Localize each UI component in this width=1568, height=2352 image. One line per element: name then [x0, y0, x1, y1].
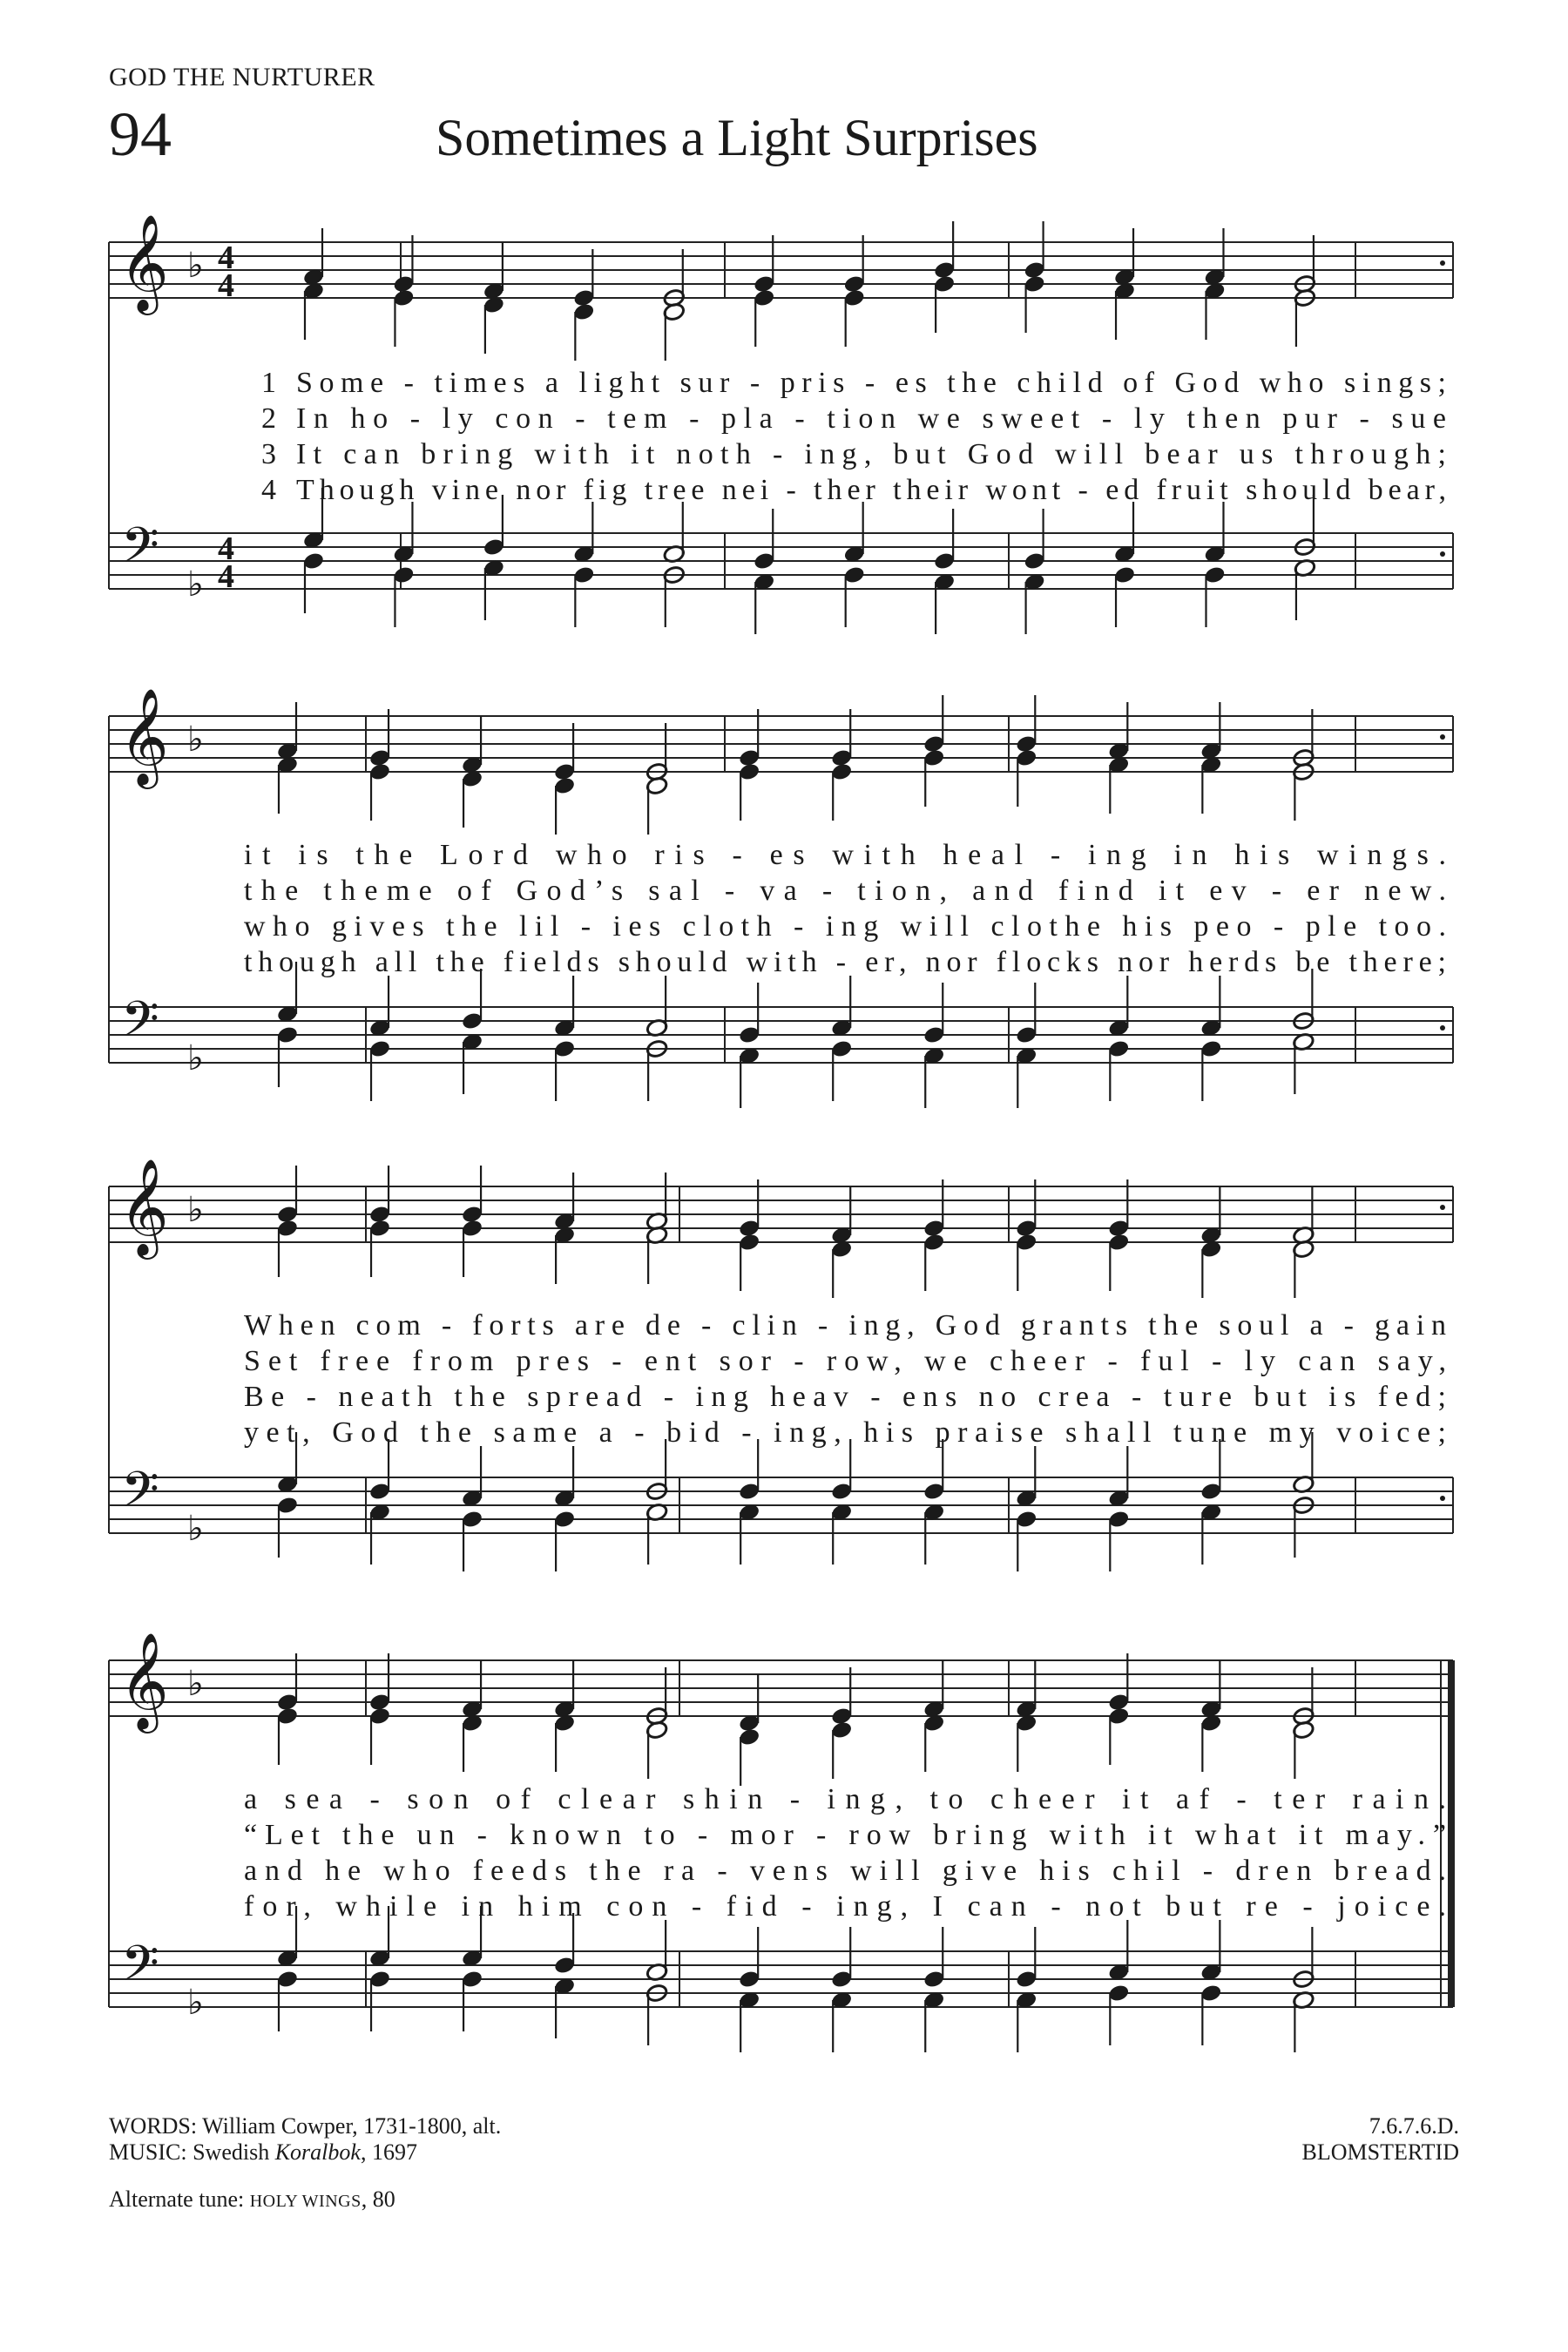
dot-icon: [1440, 551, 1445, 557]
treble-time-signature-top: 4: [218, 240, 234, 276]
lyric-line: Be - neath the spread - ing heav - ens no crea - ture but is fed;: [244, 1381, 1446, 1413]
lyric-line: it is the Lord who ris - es with heal - ing in his wings.: [244, 839, 1447, 871]
words-label: WORDS:: [109, 2113, 198, 2139]
flat-icon: ♭: [187, 1190, 204, 1230]
lyric-line: the theme of God’s sal - va - tion, and find it ev - er new.: [244, 875, 1446, 907]
system-1: [109, 213, 1453, 634]
alternate-tune-number: , 80: [361, 2186, 395, 2212]
lyric-line: who gives the lil - ies cloth - ing will clothe his peo - ple too.: [244, 910, 1447, 943]
bass-clef-icon: 𝄢: [121, 517, 159, 586]
bass-clef-icon: 𝄢: [121, 1936, 159, 2004]
bass-time-signature-top: 4: [218, 531, 234, 567]
lyric-line: “Let the un - known to - mor - row bring with it what it may.”: [244, 1819, 1446, 1851]
system-2: [109, 687, 1453, 1108]
flat-icon: ♭: [187, 1038, 204, 1078]
flat-icon: ♭: [187, 246, 204, 286]
section-heading: GOD THE NURTURER: [109, 63, 375, 91]
system-4: [109, 1632, 1453, 2052]
flat-icon: ♭: [187, 1664, 204, 1704]
words-credit: [109, 2113, 501, 2139]
music-credit: [109, 2139, 417, 2166]
lyric-line: yet, God the same a - bid - ing, his praise shall tune my voice;: [244, 1416, 1446, 1449]
treble-clef-icon: 𝄞: [119, 687, 169, 785]
lyric-line: It can bring with it noth - ing, but God will bear us through;: [296, 438, 1447, 470]
verse-number: 1: [261, 367, 276, 399]
music-source-a: Swedish: [193, 2139, 275, 2165]
treble-clef-icon: 𝄞: [119, 1158, 169, 1255]
verse-number: 4: [261, 474, 276, 506]
alternate-tune: [109, 2186, 395, 2213]
music-label: MUSIC:: [109, 2139, 187, 2165]
treble-clef-icon: 𝄞: [119, 1632, 169, 1729]
dot-icon: [1440, 734, 1445, 740]
verse-number: 2: [261, 402, 276, 435]
lyric-line: for, while in him con - fid - ing, I can - not but re - joice.: [244, 1890, 1446, 1923]
dot-icon: [1440, 260, 1445, 266]
hymn-title: Sometimes a Light Surprises: [436, 109, 1038, 166]
lyric-line: Some - times a light sur - pris - es the child of God who sings;: [296, 367, 1446, 399]
words-author: William Cowper, 1731-1800, alt.: [202, 2113, 502, 2139]
music-source-year: , 1697: [360, 2139, 417, 2165]
alternate-label: Alternate tune:: [109, 2186, 250, 2212]
lyric-line: In ho - ly con - tem - pla - tion we sweet - ly then pur - sue: [296, 402, 1446, 435]
alternate-tune-name: HOLY WINGS: [249, 2192, 362, 2211]
hymn-number: 94: [109, 99, 172, 169]
flat-icon: ♭: [187, 1509, 204, 1549]
treble-time-signature-bottom: 4: [218, 267, 234, 304]
lyric-line: and he who feeds the ra - vens will give his chil - dren bread.: [244, 1855, 1446, 1887]
dot-icon: [1440, 1496, 1445, 1501]
dot-icon: [1440, 1025, 1445, 1031]
bass-clef-icon: 𝄢: [121, 1462, 159, 1531]
verse-number: 3: [261, 438, 276, 470]
dot-icon: [1440, 1205, 1445, 1210]
bass-clef-icon: 𝄢: [121, 991, 159, 1060]
flat-icon: ♭: [187, 1983, 204, 2023]
lyric-line: Set free from pres - ent sor - row, we cheer - ful - ly can say,: [244, 1345, 1446, 1377]
lyric-line: a sea - son of clear shin - ing, to cheer it af - ter rain.: [244, 1783, 1446, 1815]
flat-icon: ♭: [187, 720, 204, 760]
bass-time-signature-bottom: 4: [218, 558, 234, 595]
tune-name: BLOMSTERTID: [1301, 2139, 1459, 2165]
meter: 7.6.7.6.D.: [1369, 2113, 1459, 2139]
music-source-title: Koralbok: [274, 2139, 361, 2165]
treble-clef-icon: 𝄞: [119, 213, 169, 311]
lyric-line: though all the fields should with - er, nor flocks nor herds be there;: [244, 946, 1446, 978]
lyric-line: When com - forts are de - clin - ing, God grants the soul a - gain: [244, 1309, 1446, 1342]
system-3: [109, 1158, 1453, 1571]
lyric-line: Though vine nor fig tree nei - ther their wont - ed fruit should bear,: [296, 474, 1446, 506]
flat-icon: ♭: [187, 564, 204, 605]
